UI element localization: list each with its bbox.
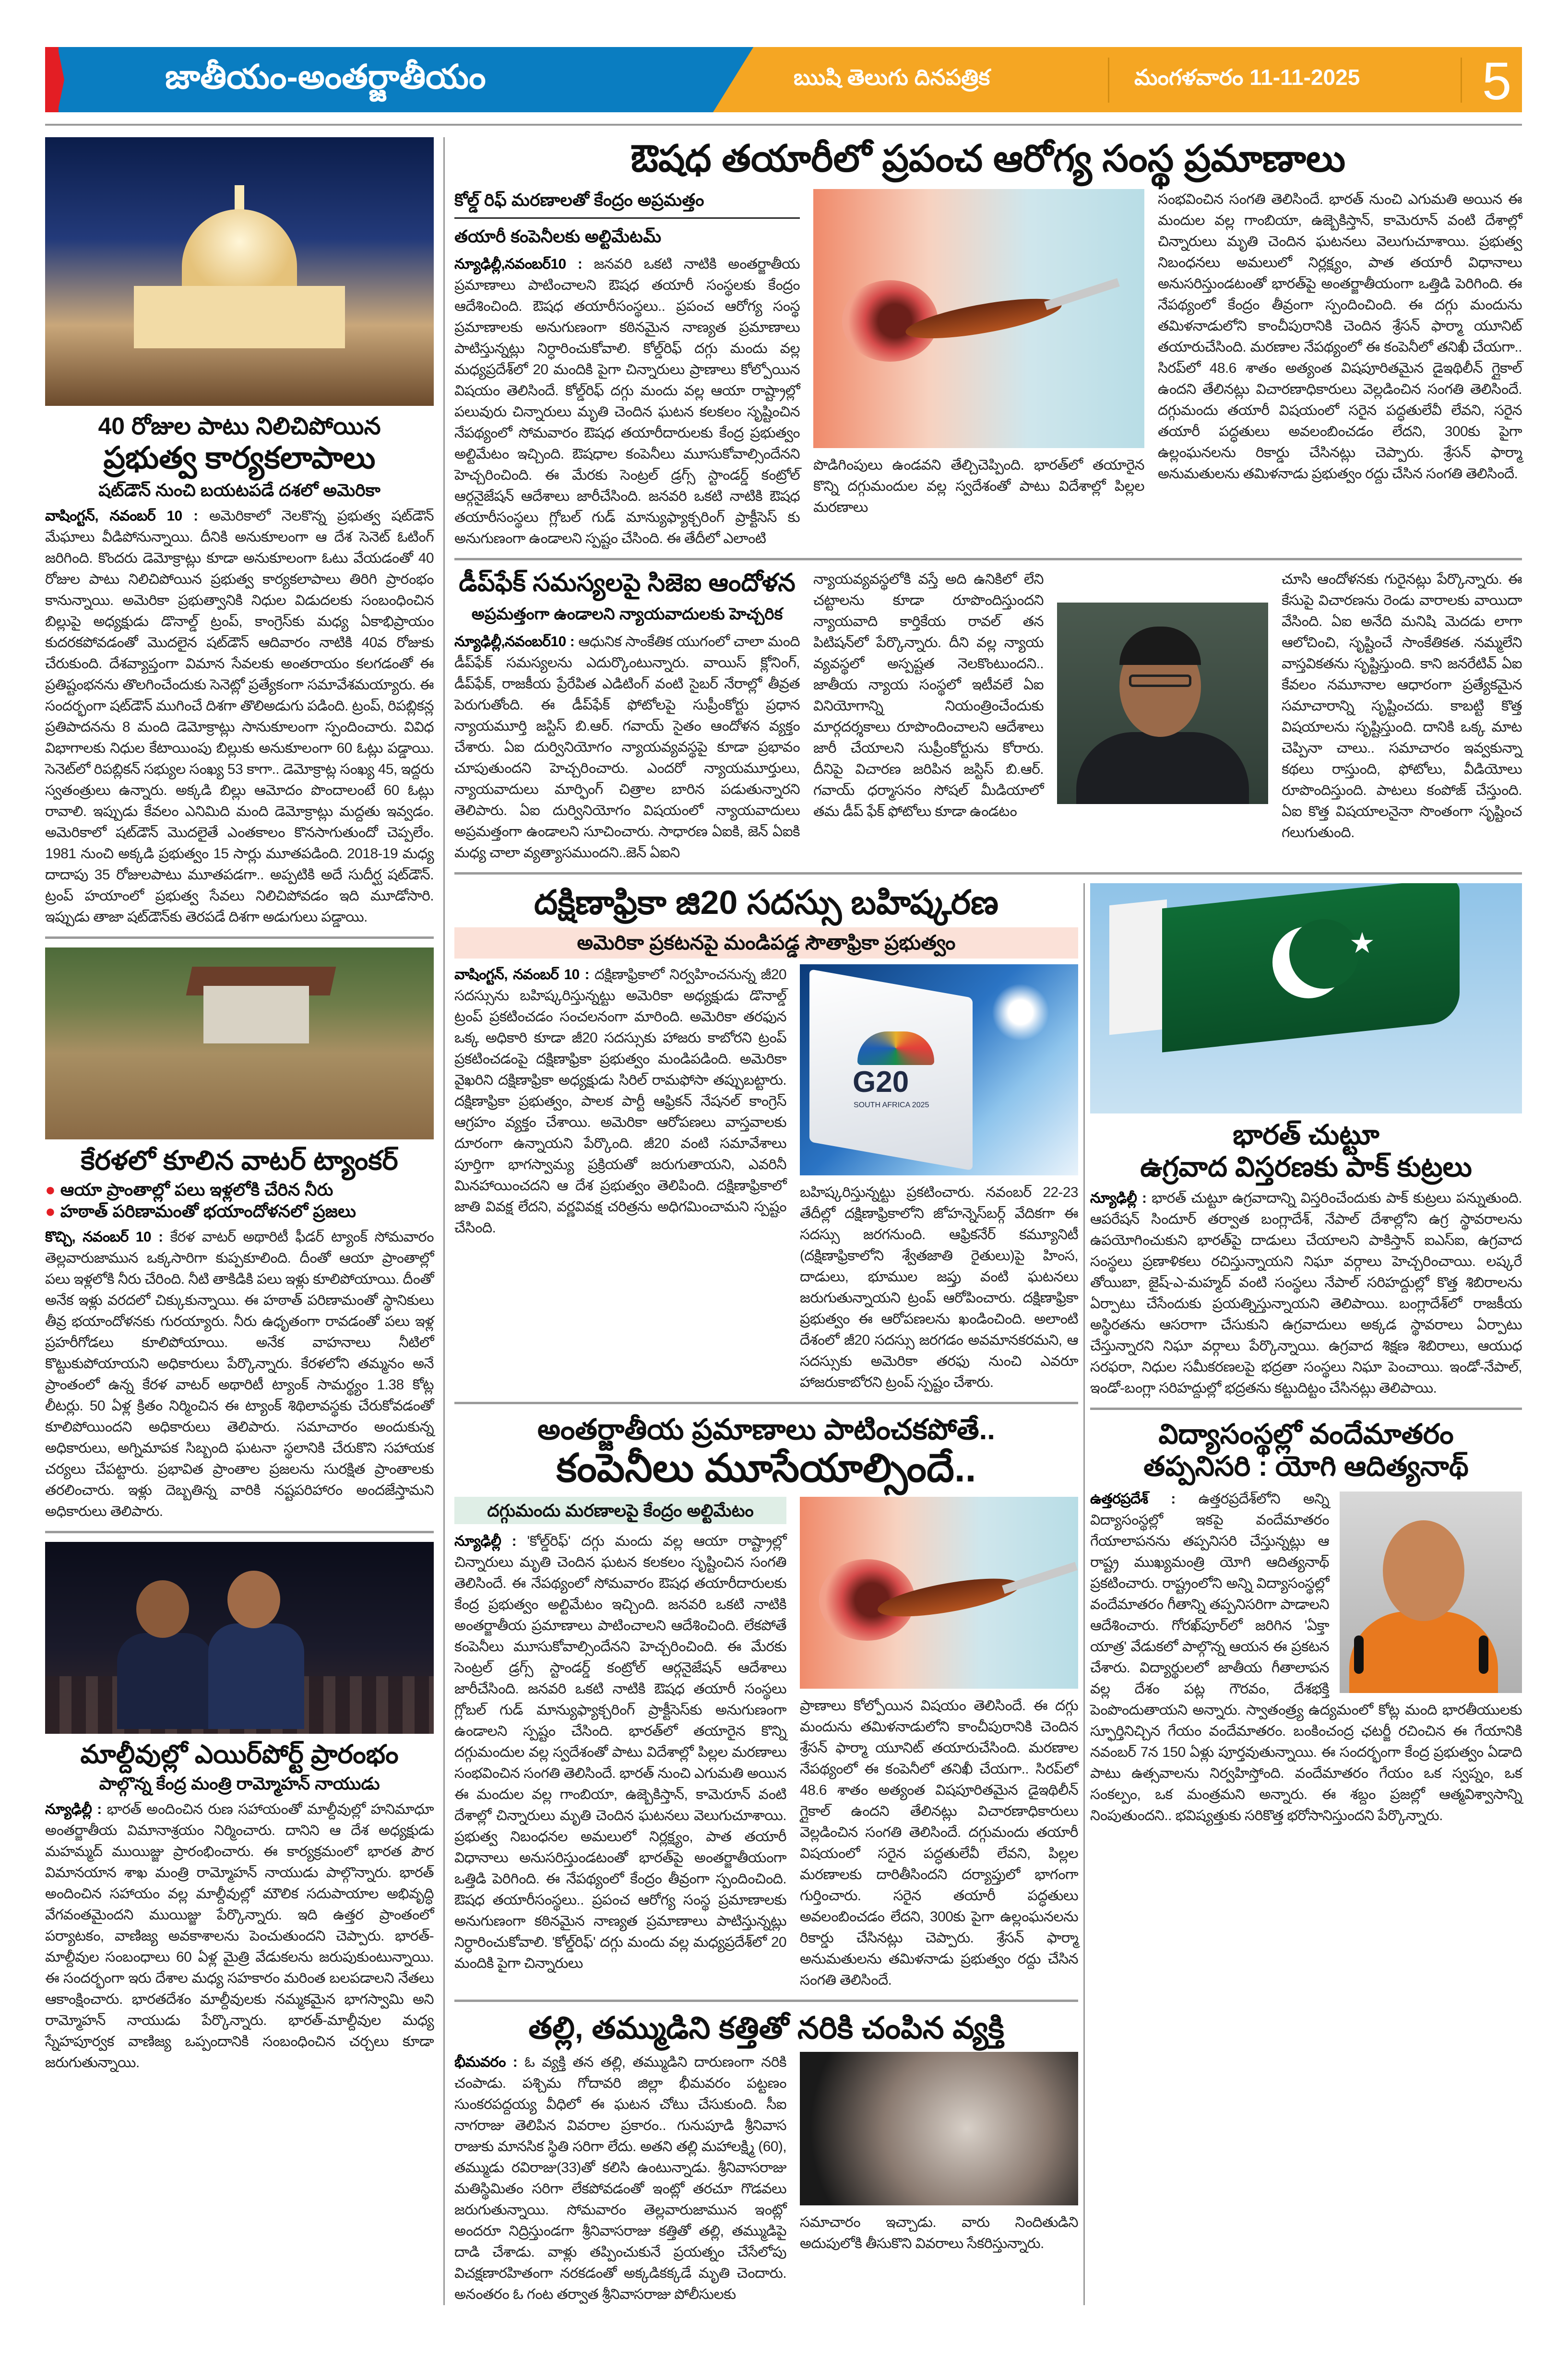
who-standards-subheadline: తయారీ కంపెనీలకు అల్టిమేటమ్ (454, 226, 662, 246)
article-divider (45, 936, 434, 939)
who-standards-kicker: కోల్డ్ రిఫ్ మరణాలతో కేంద్రం అప్రమత్తం (454, 189, 704, 210)
vande-mataram-text: ఉత్తరప్రదేశ్‌లోని అన్ని విద్యాసంస్థల్లో ఇకపై వందేమాతరం గేయాలాపనను తప్పనిసరి చేస్తున్నట్లు ఆ రాష్ట్ర ముఖ్యమంత్రి యోగి ఆదిత్యనాథ్ ప్రకటించారు. రాష్ట్రంలోని అన్ని విద్యాసంస్థల్లో వందేమాతరం గీతాన్ని తప్పనిసరిగా పాడాలని ఆదేశించారు. గోరఖ్‌పూర్‌లో జరిగిన 'ఏక్తా యాత్ర' వేడుకలో పాల్గొన్న ఆయన ఈ ప్రకటన చేశారు. విద్యార్థులలో జాతీయ గీతాలాపన వల్ల దేశం పట్ల గౌరవం, దేశభక్తి పెంపొందుతాయని అన్నారు. స్వాతంత్ర్య ఉద్యమంలో కోట్ల మంది భారతీయులకు స్ఫూర్తినిచ్చిన గేయం వందేమాతరం. బంకించంద్ర ఛటర్జీ రచించిన ఈ గేయానికి నవంబర్ 7న 150 ఏళ్లు పూర్తవుతున్నాయి. ఈ సందర్భంగా కేంద్ర ప్రభుత్వం ఏడాది పాటు ఉత్సవాలను నిర్వహిస్తోంది. వందేమాతరం గేయం ఒక స్వప్నం, ఒక సంకల్పం, ఒక మంత్రమని అన్నారు. ఈ శబ్దం ప్రజల్లో ఆత్మవిశ్వాసాన్ని నింపుతుందని.. భవిష్యత్తుకు సరికొత్త భరోసానిస్తుందని పేర్కొన్నారు. (1090, 1491, 1522, 1823)
cji-deepfake-subheadline: అప్రమత్తంగా ఉండాలని న్యాయవాదులకు హెచ్చరిక (471, 605, 783, 624)
pak-terror-text: భారత్ చుట్టూ ఉగ్రవాదాన్ని విస్తరించేందుకు పాక్ కుట్రలు పన్నుతుంది. ఆపరేషన్ సిందూర్ తర్వాత బంగ్లాదేశ్, నేపాల్ దేశాల్లోని ఉగ్ర స్థావరాలను ఉపయోగించుకుని భారత్‌పై దాడులు చేయాలని పాకిస్తాన్ ఐఎస్ఐ, ఉగ్రవాద సంస్థలు ప్రణాళికలు రచిస్తున్నాయని నిఘా వర్గాలు హెచ్చరించాయి. లష్కరే తోయిబా, జైష్-ఎ-మహ్మద్ వంటి సంస్థలు నేపాల్ సరిహద్దుల్లో కొత్త శిబిరాలను ఏర్పాటు చేసేందుకు ప్రయత్నిస్తున్నాయని తెలిపాయి. బంగ్లాదేశ్‌లో రాజకీయ అస్థిరతను ఆసరాగా చేసుకుని ఉగ్రవాదులు అక్కడ స్థావరాలు ఏర్పాటు చేస్తున్నారని నిఘా వర్గాలు పేర్కొన్నాయి. ఉగ్రవాద శిక్షణ శిబిరాలు, ఆయుధ సరఫరా, నిధుల సమీకరణలపై భద్రతా సంస్థలు నిఘా పెంచాయి. ఇండో-నేపాల్, ఇండో-బంగ్లా సరిహద్దుల్లో భద్రతను కట్టుదిట్టం చేసినట్లు తెలిపాయి. (1090, 1190, 1522, 1397)
kerala-bullet: ● ఆయా ప్రాంతాల్లో పలు ఇళ్లలోకి చేరిన నీరు (45, 1180, 333, 1200)
bhimavaram-murder-dateline: భీమవరం : (454, 2054, 518, 2070)
section-title: జాతీయం-అంతర్జాతీయం (165, 58, 486, 95)
who-standards-body-mid: పొడిగింపులు ఉండవని తేల్చిచెప్పింది. భారత్‌లో తయారైన కొన్ని దగ్గుమందుల వల్ల స్వదేశంతో పాటు విదేశాల్లో పిల్లల మరణాలు (813, 457, 1144, 515)
g20-logo: G20 (853, 1065, 909, 1099)
bhimavaram-murder-text-left: ఓ వ్యక్తి తన తల్లి, తమ్ముడిని దారుణంగా నరికి చంపాడు. పశ్చిమ గోదావరి జిల్లా భీమవరం పట్టణం సుంకరపద్దయ్య వీధిలో ఈ ఘటన చోటు చేసుకుంది. సీఐ నాగరాజు తెలిపిన వివరాల ప్రకారం.. గునుపూడి శ్రీనివాస రాజుకు మానసిక స్థితి సరిగా లేదు. అతని తల్లి మహాలక్ష్మి (60), తమ్ముడు రవిరాజు(33)తో కలిసి ఉంటున్నాడు. శ్రీనివాసరాజు మతిస్థిమితం సరిగా లేకపోవడంతో ఇంట్లో తరచూ గొడవలు జరుగుతున్నాయి. సోమవారం తెల్లవారుజామున ఇంట్లో అందరూ నిద్రిస్తుండగా శ్రీనివాసరాజు కత్తితో తల్లి, తమ్ముడిపై దాడి చేశాడు. వాళ్లు తప్పించుకునే ప్రయత్నం చేసేలోపు విచక్షణారహితంగా నరకడంతో అక్కడికక్కడే మృతి చెందారు. అనంతరం ఓ గంట తర్వాత శ్రీనివాసరాజు పోలీసులకు (454, 2054, 786, 2302)
bullet-icon: ● (45, 1180, 60, 1200)
cji-deepfake-text-left: ఆధునిక సాంకేతిక యుగంలో చాలా మంది డీప్‌ఫేక్ సమస్యలను ఎదుర్కొంటున్నారు. వాయిస్ క్లోనింగ్, డీప్‌ఫేక్, రాజకీయ ప్రేరేపిత ఎడిటింగ్ వంటి సైబర్ నేరాల్లో తీవ్రత పెరుగుతోంది. ఈ డీప్‌ఫేక్ ఫోటోలపై సుప్రీంకోర్టు ప్రధాన న్యాయమూర్తి జస్టిస్ బి.ఆర్. గవాయ్ సైతం ఆందోళన వ్యక్తం చేశారు. ఏఐ దుర్వినియోగం న్యాయవ్యవస్థపై కూడా ప్రభావం చూపుతుందని హెచ్చరించారు. ఎందరో న్యాయమూర్తులు, న్యాయవాదులు మార్ఫింగ్ చిత్రాల బారిన పడుతున్నారని తెలిపారు. ఏఐ దుర్వినియోగం విషయంలో న్యాయవాదులు అప్రమత్తంగా ఉండాలని సూచించారు. సాధారణ ఏఐకి, జెన్ ఏఐకి మధ్య చాలా వ్యత్యాసముందని..జెన్ ఏఐని (454, 633, 800, 861)
bhimavaram-murder-body-left (454, 2052, 786, 2305)
kerala-bullet: ● హఠాత్ పరిణామంతో భయాందోళనలో ప్రజలు (45, 1201, 357, 1221)
page-number: 5 (1482, 52, 1512, 111)
g20-boycott-headline: దక్షిణాఫ్రికా జి20 సదస్సు బహిష్కరణ (534, 883, 998, 921)
us-shutdown-dateline: వాషింగ్టన్, నవంబర్ 10 : (45, 508, 198, 524)
companies-closure-text-left: 'కోల్డ్‌రిఫ్' దగ్గు మందు వల్ల ఆయా రాష్ట్రాల్లో చిన్నారులు మృతి చెందిన ఘటన కలకలం సృష్టించిన సంగతి తెలిసిందే. ఈ నేపథ్యంలో సోమవారం ఔషధ తయారీదారులకు కేంద్ర ప్రభుత్వం అల్టిమేటం ఇచ్చింది. జనవరి ఒకటి నాటికి అంతర్జాతీయ ప్రమాణాలు పాటించాలని ఆదేశించింది. లేకపోతే కంపెనీలు మూసుకోవాల్సిందేనని హెచ్చరించింది. ఈ మేరకు సెంట్రల్ డ్రగ్స్ స్టాండర్డ్ కంట్రోల్ ఆర్గనైజేషన్ ఆదేశాలు జారీచేసింది. జనవరి ఒకటి నాటికి ఔషధ తయారీ సంస్థలు గ్లోబల్ గుడ్ మాన్యుఫ్యాక్చరింగ్ ప్రాక్టీసెస్‌కు అనుగుణంగా ఉండాలని స్పష్టం చేసింది. భారత్‌లో తయారైన కొన్ని దగ్గుమందుల వల్ల స్వదేశంతో పాటు విదేశాల్లో పిల్లల మరణాలు సంభవించిన సంగతి తెలిసిందే. భారత్ నుంచి ఎగుమతి అయిన ఈ మందుల వల్ల గాంబియా, ఉజ్బెకిస్తాన్, కామెరూన్ వంటి దేశాల్లో చిన్నారులు మృతి చెందిన ఘటనలు వెలుగుచూశాయి. ప్రభుత్వ నిబంధనల అమలులో నిర్లక్ష్యం, పాత తయారీ విధానాలు అనుసరిస్తుండటంతో భారత్‌పై అంతర్జాతీయంగా ఒత్తిడి పెరిగింది. ఈ నేపథ్యంలో కేంద్రం తీవ్రంగా స్పందించింది. ఔషధ తయారీసంస్థలు.. ప్రపంచ ఆరోగ్య సంస్థ ప్రమాణాలకు అనుగుణంగా కఠినమైన నాణ్యత ప్రమాణాలు పాటిస్తున్నట్లు నిర్ధారించుకోవాలి. 'కోల్డ్‌రిఫ్' దగ్గు మందు వల్ల మధ్యప్రదేశ్‌లో 20 మందికి పైగా చిన్నారులు (454, 1533, 787, 1972)
column-divider-right (1083, 883, 1085, 2305)
g20-flag-photo (800, 964, 1078, 1175)
pak-terror-dateline: న్యూఢిల్లీ : (1090, 1190, 1147, 1207)
who-standards-dateline: న్యూఢిల్లీ,నవంబర్10 : (454, 256, 582, 272)
bhimavaram-murder-headline: తల్లి, తమ్ముడిని కత్తితో నరికి చంపిన వ్యక్తి (528, 2011, 1004, 2046)
airport-inauguration-photo (45, 1542, 434, 1734)
syrup-spoon-photo (813, 189, 1144, 448)
who-standards-text-left: జనవరి ఒకటి నాటికి అంతర్జాతీయ ప్రమాణాలు పాటించాలని ఔషధ తయారీ సంస్థలకు కేంద్రం ఆదేశించింది. ఔషధ తయారీసంస్థలు.. ప్రపంచ ఆరోగ్య సంస్థ ప్రమాణాలకు అనుగుణంగా కఠినమైన నాణ్యత ప్రమాణాలు పాటిస్తున్నట్లు నిర్ధారించుకోవాలి. కోల్డ్‌రిఫ్ దగ్గు మందు వల్ల మధ్యప్రదేశ్‌లో 20 మందికి పైగా చిన్నారులు ప్రాణాలు కోల్పోయిన విషయం తెలిసిందే. కోల్డ్‌రిఫ్ దగ్గు మందు వల్ల ఆయా రాష్ట్రాల్లో పలువురు చిన్నారులు మృతి చెందిన ఘటన కలకలం సృష్టించిన నేపథ్యంలో సోమవారం ఔషధ తయారీదారులకు కేంద్ర ప్రభుత్వం అల్టిమేటం ఇచ్చింది. ఔషధాల కంపెనీలు మూసుకోవాల్సిందేనని హెచ్చరించింది. ఈ మేరకు సెంట్రల్ డ్రగ్స్ స్టాండర్డ్ కంట్రోల్ ఆర్గనైజేషన్ ఆదేశాలు జారీచేసింది. జనవరి ఒకటి నాటికి ఔషధ తయారీసంస్థలు గ్లోబల్ గుడ్ మాన్యుఫ్యాక్చరింగ్ ప్రాక్టీసెస్ కు అనుగుణంగా ఉండాలని స్పష్టం చేసింది. ఈ తేదీలో ఎలాంటి (454, 256, 800, 546)
kerala-tanker-text: కేరళ వాటర్ అథారిటీ ఫీడర్ ట్యాంక్ సోమవారం తెల్లవారుజామున ఒక్కసారిగా కుప్పకూలింది. దీంతో ఆయా ప్రాంతాల్లో పలు ఇళ్లలోకి నీరు చేరింది. నీటి తాకిడికి పలు ఇళ్లు కూలిపోయాయి. దీంతో అనేక ఇళ్లు వరదలో చిక్కుకున్నాయి. ఈ హఠాత్ పరిణామంతో స్థానికులు తీవ్ర భయాందోళనకు గురయ్యారు. నీరు ఉధృతంగా రావడంతో పలు ఇళ్ల ప్రహరీగోడలు కూలిపోయాయి. అనేక వాహనాలు నీటిలో కొట్టుకుపోయాయని అధికారులు పేర్కొన్నారు. కేరళలోని తమ్మనం అనే ప్రాంతంలో ఉన్న కేరళ వాటర్ అథారిటీ ట్యాంక్ సామర్థ్యం 1.38 కోట్ల లీటర్లు. 50 ఏళ్ల క్రితం నిర్మించిన ఈ ట్యాంక్ శిథిలావస్థకు చేరుకోవడంతో కూలిపోయిందని అధికారులు తెలిపారు. సమాచారం అందుకున్న అధికారులు, అగ్నిమాపక సిబ్బంది ఘటనా స్థలానికి చేరుకొని సహాయక చర్యలు చేపట్టారు. ప్రభావిత ప్రాంతాల ప్రజలను సురక్షిత ప్రాంతాలకు తరలించారు. ఇళ్లు దెబ్బతిన్న వారికి నష్టపరిహారం అందజేస్తామని అధికారులు తెలిపారు. (45, 1229, 434, 1520)
center-lower-column (454, 883, 1078, 2305)
pakistan-flag-photo (1090, 883, 1522, 1113)
us-shutdown-headline-line1: 40 రోజుల పాటు నిలిచిపోయిన (98, 413, 381, 439)
subheadline-banner (454, 927, 1078, 959)
pak-terror-headline-line1: భారత్ చుట్టూ (1233, 1119, 1379, 1150)
companies-closure-dateline: న్యూఢిల్లీ : (454, 1533, 517, 1550)
flooded-houses-photo (45, 947, 434, 1139)
companies-closure-body-left (454, 1531, 786, 1974)
issue-date: మంగళవారం 11-11-2025 (1134, 65, 1360, 90)
star-icon: ★ (1349, 926, 1375, 959)
vande-mataram-headline-line1: విద్యాసంస్థల్లో వందేమాతరం (1158, 1419, 1454, 1450)
paper-name: ఋషి తెలుగు దినపత్రిక (794, 65, 990, 90)
vande-mataram-body (1090, 1489, 1522, 1826)
who-standards-body-right: సంభవించిన సంగతి తెలిసిందే. భారత్ నుంచి ఎగుమతి అయిన ఈ మందుల వల్ల గాంబియా, ఉజ్బెకిస్తాన్, కామెరూన్ వంటి దేశాల్లో చిన్నారులు మృతి చెందిన ఘటనలు వెలుగుచూశాయి. ప్రభుత్వ నిబంధనలు అమలులో నిర్లక్ష్యం, పాత తయారీ విధానాలు అనుసరిస్తుండటంతో భారత్‌పై అంతర్జాతీయంగా ఒత్తిడి పెరిగింది. ఈ నేపథ్యంలో కేంద్రం తీవ్రంగా స్పందించింది. ఈ దగ్గు మందును తమిళనాడులోని కాంచీపురానికి చెందిన శ్రేసన్ ఫార్మా యూనిట్ తయారుచేసింది. మరణాల నేపథ్యంలో ఈ కంపెనీలో తనిఖీ చేయగా.. సిరప్‌లో 48.6 శాతం అత్యంత విషపూరితమైన డైఇథిలీన్ గ్లైకాల్ ఉందని తేలినట్లు విచారణాధికారులు వెల్లడించిన సంగతి తెలిసిందే. దగ్గుమందు తయారీ విషయంలో సరైన పద్ధతులేవీ లేవని, సరైన తయారీ పద్ధతులు అవలంబించడం లేదని, 300కు పైగా ఉల్లంఘనలను రికార్డు చేసినట్లు చెప్పారు. శ్రేసన్ ఫార్మా అనుమతులను తమిళనాడు ప్రభుత్వం రద్దు చేసిన సంగతి తెలిసిందే. (1158, 191, 1522, 482)
maldives-airport-subheadline: పాల్గొన్న కేంద్ర మంత్రి రామ్మోహన్ నాయుడు (99, 1773, 380, 1793)
g20-boycott-text-left: దక్షిణాఫ్రికాలో నిర్వహించనున్న జీ20 సదస్సును బహిష్కరిస్తున్నట్టు అమెరికా అధ్యక్షుడు డొనాల్డ్ ట్రంప్ ప్రకటించడం సంచలనంగా మారింది. అమెరికా తరఫున ఒక్క అధికారి కూడా జీ20 సదస్సుకు హాజరు కాబోరని ట్రంప్ ప్రకటించడంపై దక్షిణాఫ్రికా ప్రభుత్వం మండిపడింది. అమెరికా వైఖరిని దక్షిణాఫ్రికా అధ్యక్షుడు సిరిల్ రామఫోసా తప్పుబట్టారు. దక్షిణాఫ్రికా ప్రభుత్వం, పాలక పార్టీ ఆఫ్రికన్ నేషనల్ కాంగ్రెస్ ఆగ్రహం వ్యక్తం చేశాయి. అమెరికా ఆరోపణలు వాస్తవాలకు దూరంగా ఉన్నాయని పేర్కొంది. జీ20 వంటి సమావేశాలు పూర్తిగా భాగస్వామ్య ప్రక్రియతో జరుగుతాయని, ఎవరినీ మినహాయించదని ఆ దేశ ప్రభుత్వం తెలిపింది. దక్షిణాఫ్రికాలో జాతి వివక్ష లేదని, వర్ణవివక్ష చరిత్రను అధిగమించామని స్పష్టం చేసింది. (454, 966, 786, 1236)
companies-closure-headline-line2: కంపెనీలు మూసేయాల్సిందే.. (556, 1446, 976, 1490)
kerala-tanker-body (45, 1227, 434, 1522)
cji-deepfake-headline: డీప్‌ఫేక్ సమస్యలపై సిజెఐ ఆందోళన (459, 568, 796, 597)
g20-boycott-body-right: బహిష్కరిస్తున్నట్టు ప్రకటించారు. నవంబర్ 22-23 తేదీల్లో దక్షిణాఫ్రికాలోని జోహన్నెస్‌బర్గ్ వేదికగా ఈ సదస్సు జరగనుంది. ఆఫ్రికనేర్ కమ్యూనిటీ (దక్షిణాఫ్రికాలోని శ్వేతజాతి రైతులు)పై హింస, దాడులు, భూముల జప్తు వంటి ఘటనలు జరుగుతున్నాయని ట్రంప్ ఆరోపించారు. దక్షిణాఫ్రికా ప్రభుత్వం ఈ ఆరోపణలను ఖండించింది. అలాంటి దేశంలో జీ20 సదస్సు జరగడం అవమానకరమని, ఆ సదస్సుకు అమెరికా తరఫు నుంచి ఎవరూ హాజరుకాబోరని ట్రంప్ స్పష్టం చేశారు. (800, 1184, 1078, 1390)
masthead-arrow-icon (58, 47, 64, 112)
cji-deepfake-body-right: చూసి ఆందోళనకు గురైనట్లు పేర్కొన్నారు. ఈ కేసుపై విచారణను రెండు వారాలకు వాయిదా వేసింది. ఏఐ అనేది మనిషి మెదడు లాగా ఆలోచించి, సృష్టించే సాంకేతికత. నమ్మలేని వాస్తవికతను సృష్టిస్తుంది. కాని జనరేటివ్ ఏఐ కేవలం నమూనాల ఆధారంగా ప్రత్యేకమైన సమాచారాన్ని సృష్టించదు. కాబట్టి కొత్త విషయాలను సృష్టిస్తుంది. దానికి ఒక్క మాట చెప్పినా చాలు.. సమాచారం ఇవ్వకున్నా కథలు రాస్తుంది, ఫోటోలు, వీడియోలు రూపొందిస్తుంది. పాటలు కంపోజ్ చేస్తుంది. ఏఐ కొత్త విషయాలనైనా సొంతంగా సృష్టించ గలుగుతుంది. (1282, 571, 1522, 841)
right-column (1090, 883, 1522, 2305)
masthead-rule (45, 124, 1522, 126)
kicker-banner (454, 1497, 786, 1524)
main-column (454, 137, 1522, 2305)
article-divider (454, 1402, 1078, 1404)
maldives-airport-dateline: న్యూఢిల్లీ : (45, 1801, 102, 1817)
masthead-red-strip (45, 47, 59, 112)
g20-logo-subtitle: SOUTH AFRICA 2025 (854, 1101, 929, 1109)
companies-closure-headline-line1: అంతర్జాతీయ ప్రమాణాలు పాటించకపోతే.. (537, 1413, 995, 1445)
cji-deepfake-body-left (454, 631, 800, 864)
masthead-divider (1108, 58, 1109, 103)
article-divider (454, 558, 1522, 560)
cji-deepfake-body-mid: న్యాయవ్యవస్థలోకి వస్తే అది ఉనికిలో లేని చట్టాలను కూడా రూపొందిస్తుందని న్యాయవాది కార్తికేయ రావల్ తన పిటిషన్‌లో పేర్కొన్నారు. దీని వల్ల న్యాయ వ్యవస్థలో అస్పష్టత నెలకొంటుందని.. జాతీయ న్యాయ సంస్థలో ఇటీవలే ఏఐ వినియోగాన్ని నియంత్రించేందుకు మార్గదర్శకాలు రూపొందించాలని ఆదేశాలు జారీ చేయాలని సుప్రీంకోర్టును కోరారు. దీనిపై విచారణ జరిపిన జస్టిస్ బి.ఆర్. గవాయ్ ధర్మాసనం సోషల్ మీడియాలో తమ డీప్ ఫేక్ ఫోటోలు కూడా ఉండటం (813, 571, 1044, 819)
who-standards-body-left (454, 254, 800, 549)
us-shutdown-text: అమెరికాలో నెలకొన్న ప్రభుత్వ షట్‌డౌన్ మేఘాలు వీడిపోనున్నాయి. దీనికి అనుకూలంగా ఆ దేశ సెనెట్ ఓటింగ్ జరిగింది. కొందరు డెమోక్రాట్లు కూడా అనుకూలంగా ఓటు వేయడంతో 40 రోజుల పాటు నిలిచిపోయిన ప్రభుత్వ కార్యకలాపాలు తిరిగి ప్రారంభం కానున్నాయి. అమెరికా ప్రభుత్వానికి నిధుల విడుదలకు సంబంధించిన బిల్లుపై అధ్యక్షుడు డొనాల్డ్ ట్రంప్, కాంగ్రెస్‌కు మధ్య ఏకాభిప్రాయం కుదరకపోవడంతో మొదలైన షట్‌డౌన్ ఆదివారం నాటికి 40వ రోజుకు చేరుకుంది. దేశవ్యాప్తంగా విమాన సేవలకు అంతరాయం కలగడంతో ఈ ప్రతిష్టంభనను తొలగించేందుకు సెనెట్లో ప్రత్యేకంగా సమావేశమయ్యారు. ఈ సందర్భంగా షట్‌డౌన్ ముగించే దిశగా తొలిఅడుగు పడింది. ట్రంప్, రిపబ్లికన్ల ప్రతిపాదనను 8 మంది డెమోక్రాట్లు సానుకూలంగా స్పందించారు. వివిధ విభాగాలకు నిధుల కేటాయింపు బిల్లుకు అనుకూలంగా 60 ఓట్లు పడ్డాయి. సెనెట్‌లో రిపబ్లికన్ సభ్యుల సంఖ్య 53 కాగా.. డెమోక్రాట్ల సంఖ్య 45, ఇద్దరు స్వతంత్రులు ఉన్నారు. అక్కడి బిల్లు ఆమోదం పొందాలంటే 60 ఓట్లు రావాలి. ఇప్పుడు కేవలం ఎనిమిది మంది డెమోక్రాట్లు మద్దతు ఇవ్వడం. అమెరికాలో షట్‌డౌన్ మొదలైతే ఎంతకాలం కొనసాగుతుందో చెప్పలేం. 1981 నుంచి అక్కడి ప్రభుత్వం 15 సార్లు మూతపడింది. 2018-19 మధ్య దాదాపు 35 రోజులపాటు మూతపడగా.. అప్పటికి అదే సుదీర్ఘ షట్‌డౌన్. ట్రంప్ హయాంలో ప్రభుత్వ సేవలు నిలిచిపోవడం ఇది మూడోసారి. ఇప్పుడు తాజా షట్‌డౌన్‌కు తెరపడే దిశగా అడుగులు పడ్డాయి. (45, 508, 434, 925)
masthead-divider (1461, 58, 1462, 103)
companies-closure-body-right: ప్రాణాలు కోల్పోయిన విషయం తెలిసిందే. ఈ దగ్గు మందును తమిళనాడులోని కాంచీపురానికి చెందిన శ్రేసన్ ఫార్మా యూనిట్ తయారుచేసింది. మరణాల నేపథ్యంలో ఈ కంపెనీలో తనిఖీ చేయగా.. సిరప్‌లో 48.6 శాతం అత్యంత విషపూరితమైన డైఇథిలీన్ గ్లైకాల్ ఉందని తేలినట్లు విచారణాధికారులు వెల్లడించిన సంగతి తెలిసిందే. దగ్గుమందు తయారీ విషయంలో సరైన పద్ధతులేవీ లేవని, పిల్లల మరణాలకు దారితీసిందని దర్యాప్తులో భాగంగా గుర్తించారు. సరైన తయారీ పద్ధతులు అవలంబించడం లేదని, 300కు పైగా ఉల్లంఘనలను రికార్డు చేసినట్లు చెప్పారు. శ్రేసన్ ఫార్మా అనుమతులను తమిళనాడు ప్రభుత్వం రద్దు చేసిన సంగతి తెలిసిందే. (800, 1698, 1078, 1989)
who-standards-headline: ఔషధ తయారీలో ప్రపంచ ఆరోగ్య సంస్థ ప్రమాణాలు (630, 137, 1346, 179)
companies-closure-kicker: దగ్గుమందు మరణాలపై కేంద్రం అల్టిమేటం (487, 1501, 754, 1521)
article-divider (454, 872, 1522, 875)
maldives-airport-text: భారత్ అందించిన రుణ సహాయంతో మాల్దీవుల్లో హనిమాధూ అంతర్జాతీయ విమానాశ్రయం నిర్మించారు. దానిని ఆ దేశ అధ్యక్షుడు మహమ్మద్ ముయిజ్జు ప్రారంభించారు. ఈ కార్యక్రమంలో భారత పౌర విమానయాన శాఖ మంత్రి రామ్మోహన్ నాయుడు పాల్గొన్నారు. భారత్ అందించిన సహాయం వల్ల మాల్దీవుల్లో మౌలిక సదుపాయాల అభివృద్ధి వేగవంతమైందని ముయిజ్జు పేర్కొన్నారు. ఇది ఉత్తర ప్రాంతంలో పర్యాటకం, వాణిజ్య అవకాశాలను పెంచుతుందని చెప్పారు. భారత్-మాల్దీవుల సంబంధాలు 60 ఏళ్ల మైత్రి వేడుకలను జరుపుకుంటున్నాయి. ఈ సందర్భంగా ఇరు దేశాల మధ్య సహకారం మరింత బలపడాలని నేతలు ఆకాంక్షించారు. భారతదేశం మాల్దీవులకు నమ్మకమైన భాగస్వామి అని రామ్మోహన్ నాయుడు పేర్కొన్నారు. భారత్-మాల్దీవుల మధ్య స్నేహపూర్వక వాణిజ్య ఒప్పందానికి సంబంధించిన చర్చలు కూడా జరుగుతున్నాయి. (45, 1801, 434, 2071)
syrup-spoon-photo (800, 1497, 1078, 1689)
cji-portrait-photo (1057, 603, 1268, 804)
pak-terror-body (1090, 1188, 1522, 1399)
article-divider (45, 1531, 434, 1533)
yogi-adityanath-photo (1340, 1492, 1522, 1693)
left-column (45, 137, 434, 2305)
vande-mataram-dateline: ఉత్తరప్రదేశ్ : (1090, 1491, 1176, 1507)
us-shutdown-headline-line2: ప్రభుత్వ కార్యకలాపాలు (103, 440, 376, 475)
us-shutdown-body (45, 506, 434, 928)
bhimavaram-murder-body-right: సమాచారం ఇచ్చాడు. వారు నిందితుడిని అదుపులోకి తీసుకొని వివరాలు సేకరిస్తున్నారు. (800, 2214, 1078, 2251)
kerala-tanker-headline: కేరళలో కూలిన వాటర్ ట్యాంకర్ (81, 1145, 398, 1176)
pak-terror-headline-line2: ఉగ్రవాద విస్తరణకు పాక్ కుట్రలు (1140, 1151, 1472, 1183)
us-capitol-photo (45, 137, 434, 406)
g20-boycott-body-left (454, 964, 786, 1239)
kicker-underline (454, 217, 800, 219)
vande-mataram-headline-line2: తప్పనిసరి : యోగి ఆదిత్యనాథ్ (1143, 1451, 1469, 1482)
kerala-tanker-dateline: కొచ్చి, నవంబర్ 10 : (45, 1229, 163, 1245)
us-shutdown-subheadline: షట్‌డౌన్ నుంచి బయటపడే దశలో అమెరికా (98, 480, 380, 500)
masthead-band (45, 47, 1522, 112)
maldives-airport-body (45, 1799, 434, 2073)
g20-boycott-subheadline: అమెరికా ప్రకటనపై మండిపడ్డ సౌతాఫ్రికా ప్రభుత్వం (577, 931, 956, 954)
cji-deepfake-dateline: న్యూఢిల్లీ,నవంబర్10 : (454, 633, 575, 650)
maldives-airport-headline: మాల్దీవుల్లో ఎయిర్‌పోర్ట్ ప్రారంభం (80, 1740, 399, 1769)
column-divider-left (443, 137, 445, 2305)
bullet-icon: ● (45, 1201, 60, 1221)
g20-boycott-dateline: వాషింగ్టన్, నవంబర్ 10 : (454, 966, 589, 983)
crime-scene-photo (800, 2052, 1078, 2205)
article-divider (454, 2000, 1078, 2002)
article-divider (1090, 1408, 1522, 1410)
